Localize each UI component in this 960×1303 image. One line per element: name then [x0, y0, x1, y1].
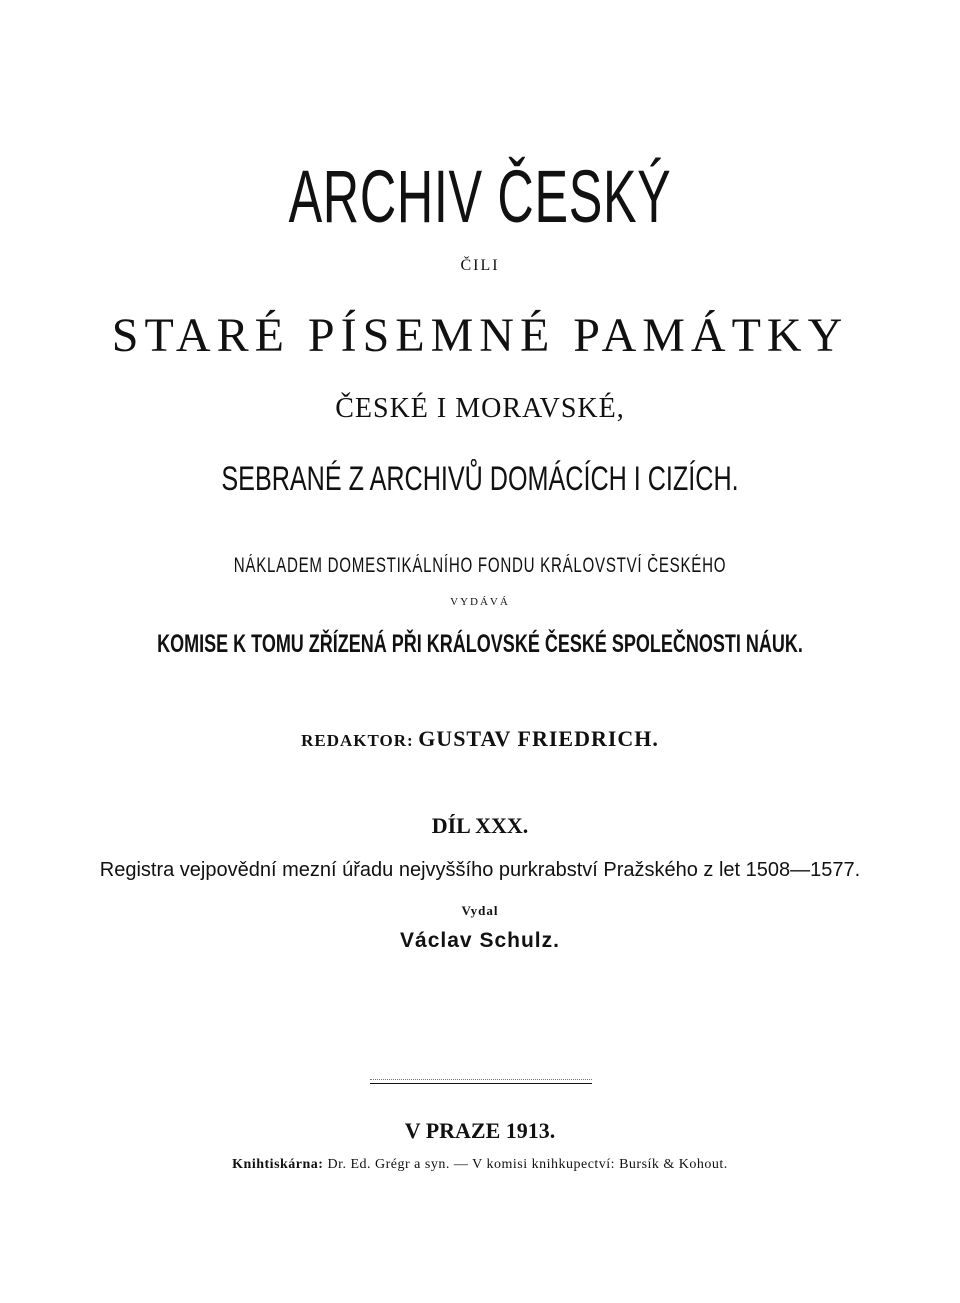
- main-title: ARCHIV ČESKÝ: [288, 155, 672, 238]
- printer-label: Knihtiskárna:: [232, 1157, 324, 1172]
- editor-label: REDAKTOR:: [301, 731, 414, 750]
- publisher-commission: KOMISE K TOMU ZŘÍZENÁ PŘI KRÁLOVSKÉ ČESKÉ SPOLEČNOSTI NÁUK.: [157, 630, 803, 658]
- divider-dotted: [370, 1079, 592, 1080]
- volume-author: Václav Schulz.: [400, 929, 560, 952]
- editor-line: [0, 728, 960, 750]
- divider-rule: [370, 1083, 592, 1084]
- imprint-separator: —: [453, 1157, 469, 1172]
- volume-description: Registra vejpovědní mezní úřadu nejvyššího purkrabství Pražského z let 1508—1577.: [99, 859, 861, 881]
- publisher-vydava: VYDÁVÁ: [450, 596, 510, 608]
- cili-label: ČILI: [460, 257, 500, 274]
- editor-name: GUSTAV FRIEDRICH.: [418, 726, 659, 751]
- volume-number: DÍL XXX.: [431, 813, 529, 838]
- publisher-fund: NÁKLADEM DOMESTIKÁLNÍHO FONDU KRÁLOVSTVÍ ČESKÉHO: [233, 554, 727, 577]
- commission-label: V komisi knihkupectví:: [472, 1157, 616, 1172]
- subtitle: STARÉ PÍSEMNÉ PAMÁTKY: [111, 309, 849, 362]
- vydal-label: Vydal: [461, 903, 499, 918]
- imprint-line: [0, 1158, 960, 1172]
- printer-name: Dr. Ed. Grégr a syn.: [327, 1157, 450, 1172]
- subtitle-sources: SEBRANÉ Z ARCHIVŮ DOMÁCÍCH I CIZÍCH.: [221, 460, 739, 498]
- commission-name: Bursík & Kohout.: [619, 1157, 728, 1172]
- place-year: V PRAZE 1913.: [404, 1118, 556, 1143]
- subtitle-regions: ČESKÉ I MORAVSKÉ,: [335, 393, 625, 424]
